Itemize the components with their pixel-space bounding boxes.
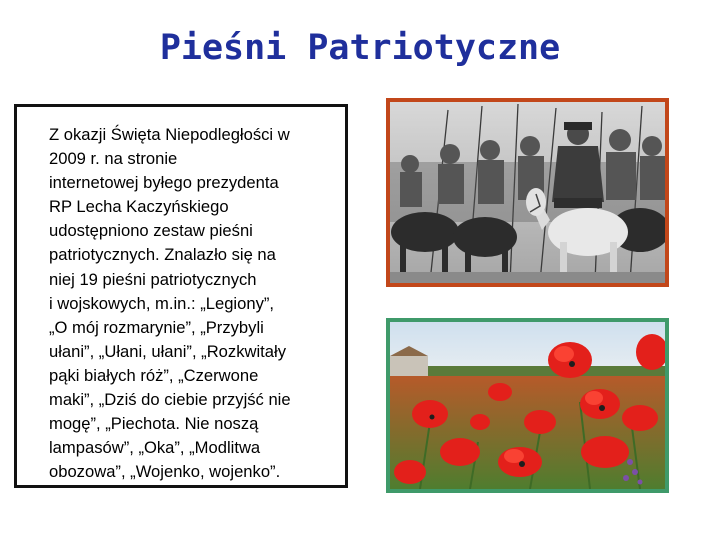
body-line: internetowej byłego prezydenta	[49, 173, 279, 193]
body-line: udostępniono zestaw pieśni	[49, 221, 253, 241]
page-title: Pieśni Patriotyczne	[159, 28, 561, 68]
body-line: 2009 r. na stronie	[49, 149, 178, 169]
body-line: RP Lecha Kaczyńskiego	[49, 197, 229, 217]
body-line: maki”, „Dziś do ciebie przyjść nie	[49, 390, 291, 410]
body-line: mogę”, „Piechota. Nie noszą	[49, 414, 259, 434]
body-line: ułani”, „Ułani, ułani”, „Rozkwitały	[49, 341, 286, 361]
poppies-photo	[386, 318, 669, 493]
body-line: lampasów”, „Oka”, „Modlitwa	[49, 438, 261, 458]
text-box	[14, 104, 348, 488]
body-line: patriotycznych. Znalazło się na	[49, 245, 276, 265]
body-line: i wojskowych, m.in.: „Legiony”,	[49, 293, 275, 313]
body-line: „O mój rozmarynie”, „Przybyli	[49, 317, 264, 337]
body-line: obozowa”, „Wojenko, wojenko”.	[49, 462, 281, 482]
body-line: Z okazji Święta Niepodległości w	[49, 125, 290, 144]
cavalry-photo	[386, 98, 669, 287]
body-line: pąki białych róż”, „Czerwone	[49, 365, 259, 385]
poppies-photo-graphic	[390, 322, 665, 489]
cavalry-photo-graphic	[390, 102, 665, 283]
body-line: niej 19 pieśni patriotycznych	[49, 269, 257, 289]
